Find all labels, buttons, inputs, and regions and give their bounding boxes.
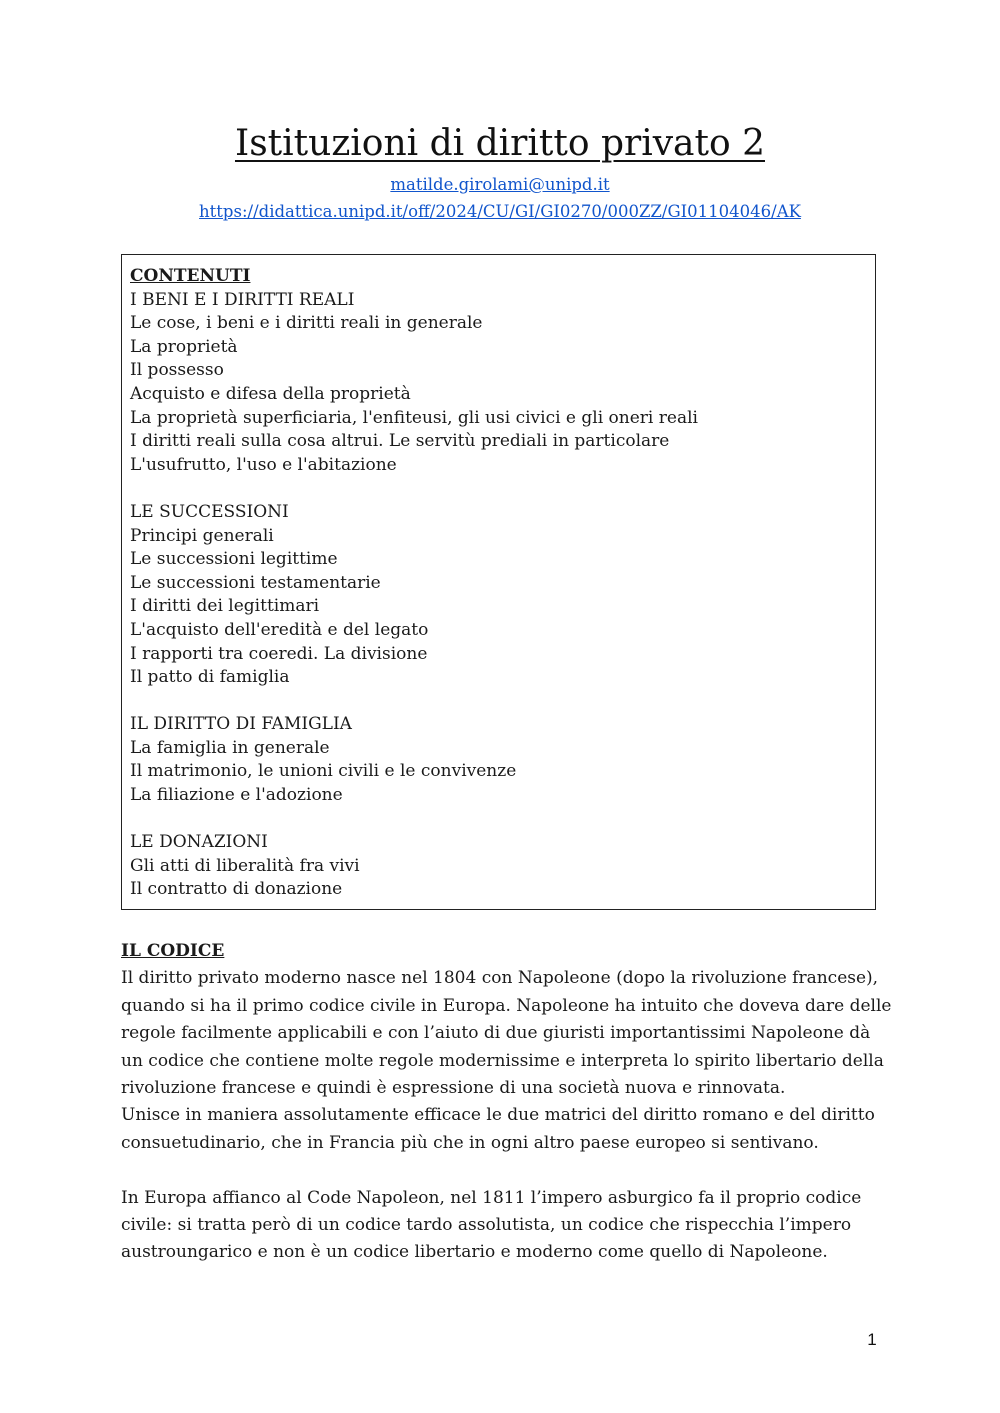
paragraph-line: consuetudinario, che in Francia più che in ogni altro paese europeo si sentivano.	[121, 1132, 819, 1153]
list-item: L'acquisto dell'eredità e del legato	[130, 619, 429, 640]
paragraph-line: Il diritto privato moderno nasce nel 1804 con Napoleone (dopo la rivoluzione francese),	[121, 968, 879, 989]
section-spacer	[130, 477, 867, 501]
section-title-donazioni: LE DONAZIONI	[130, 832, 268, 853]
codice-section	[121, 938, 891, 1267]
paragraph-line: In Europa affianco al Code Napoleon, nel 1811 l’impero asburgico fa il proprio codice	[121, 1187, 862, 1208]
section-title-beni: I BENI E I DIRITTI REALI	[130, 289, 355, 310]
list-item: La famiglia in generale	[130, 737, 330, 758]
page-number: 1	[867, 1330, 877, 1349]
list-item: Acquisto e difesa della proprietà	[130, 383, 411, 404]
list-item: I diritti dei legittimari	[130, 596, 320, 617]
paragraph-line: austroungarico e non è un codice libertario e moderno come quello di Napoleone.	[121, 1242, 828, 1263]
paragraph-line: quando si ha il primo codice civile in Europa. Napoleone ha intuito che doveva dare delle	[121, 995, 892, 1016]
list-item: Il possesso	[130, 360, 224, 381]
paragraph-line: regole facilmente applicabili e con l’aiuto di due giuristi importantissimi Napoleone dà	[121, 1023, 871, 1044]
list-item: Principi generali	[130, 525, 274, 546]
course-url-link[interactable]: https://didattica.unipd.it/off/2024/CU/GI/GI0270/000ZZ/GI01104046/AK	[199, 202, 801, 221]
list-item: L'usufrutto, l'uso e l'abitazione	[130, 454, 397, 475]
section-spacer	[130, 690, 867, 714]
list-item: I diritti reali sulla cosa altrui. Le servitù prediali in particolare	[130, 431, 670, 452]
contents-heading: CONTENUTI	[130, 266, 251, 286]
codice-paragraph-2	[121, 1185, 891, 1267]
list-item: Le successioni legittime	[130, 549, 338, 570]
paragraph-line: civile: si tratta però di un codice tardo assolutista, un codice che rispecchia l’impero	[121, 1215, 852, 1236]
paragraph-spacer	[121, 1157, 891, 1184]
list-item: Gli atti di liberalità fra vivi	[130, 855, 360, 876]
contents-box	[121, 254, 876, 910]
list-item: Le successioni testamentarie	[130, 572, 381, 593]
list-item: Il contratto di donazione	[130, 879, 343, 900]
contents-list	[130, 265, 867, 902]
paragraph-line: Unisce in maniera assolutamente efficace le due matrici del diritto romano e del diritto	[121, 1105, 875, 1126]
paragraph-line: un codice che contiene molte regole modernissime e interpreta lo spirito libertario della	[121, 1050, 884, 1071]
list-item: La filiazione e l'adozione	[130, 785, 343, 806]
list-item: Il matrimonio, le unioni civili e le convivenze	[130, 761, 517, 782]
section-title-famiglia: IL DIRITTO DI FAMIGLIA	[130, 714, 352, 735]
email-link[interactable]: matilde.girolami@unipd.it	[390, 175, 610, 194]
page-title: Istituzioni di diritto privato 2	[234, 123, 765, 164]
section-title-successioni: LE SUCCESSIONI	[130, 501, 289, 522]
list-item: Le cose, i beni e i diritti reali in generale	[130, 313, 483, 334]
list-item: Il patto di famiglia	[130, 667, 290, 688]
list-item: I rapporti tra coeredi. La divisione	[130, 643, 428, 664]
codice-paragraph-1	[121, 965, 891, 1157]
paragraph-line: rivoluzione francese e quindi è espressione di una società nuova e rinnovata.	[121, 1078, 786, 1099]
section-spacer	[130, 808, 867, 832]
list-item: La proprietà	[130, 336, 238, 357]
codice-heading: IL CODICE	[121, 941, 225, 961]
list-item: La proprietà superficiaria, l'enfiteusi, gli usi civici e gli oneri reali	[130, 407, 698, 428]
